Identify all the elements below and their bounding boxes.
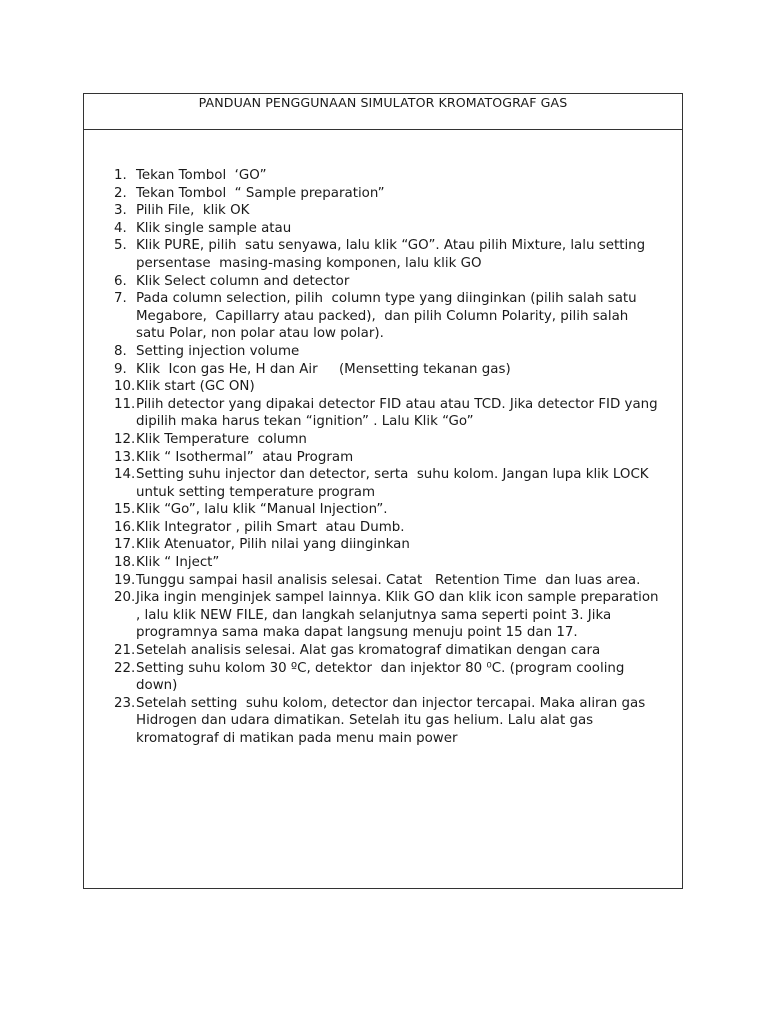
step-number: 19.: [114, 572, 136, 588]
step-number: 1.: [114, 168, 127, 183]
step-text-line: persentase masing-masing komponen, lalu klik GO: [136, 255, 482, 271]
step-number: 23.: [114, 695, 136, 711]
step-text-line: Pilih detector yang dipakai detector FID atau atau TCD. Jika detector FID yang: [136, 396, 658, 412]
step-item: [114, 361, 680, 379]
steps-list: [114, 167, 680, 748]
step-text-line: Tunggu sampai hasil analisis selesai. Catat Retention Time dan luas area.: [136, 572, 641, 588]
step-text-line: Klik PURE, pilih satu senyawa, lalu klik “GO”. Atau pilih Mixture, lalu setting: [136, 238, 646, 254]
step-item: [114, 536, 680, 554]
step-number: 21.: [114, 643, 136, 659]
step-item: [114, 273, 680, 291]
step-number: 8.: [114, 343, 127, 359]
step-text-line: Setting suhu kolom 30 ºC, detektor dan injektor 80 ⁰C. (program cooling: [136, 660, 625, 676]
step-item: [114, 695, 680, 748]
step-number: 6.: [114, 273, 127, 289]
step-item: [114, 466, 680, 501]
step-number: 15.: [114, 502, 136, 518]
step-item: [114, 519, 680, 537]
step-text-line: Jika ingin menginjek sampel lainnya. Klik GO dan klik icon sample preparation: [136, 590, 659, 606]
step-text-line: , lalu klik NEW FILE, dan langkah selanjutnya sama seperti point 3. Jika: [136, 607, 612, 623]
step-text-line: Setelah analisis selesai. Alat gas kromatograf dimatikan dengan cara: [136, 643, 601, 659]
step-item: [114, 378, 680, 396]
step-text-line: kromatograf di matikan pada menu main power: [136, 731, 458, 746]
step-text-line: Tekan Tombol “ Sample preparation”: [136, 185, 385, 201]
step-text-line: Klik Select column and detector: [136, 273, 350, 289]
step-item: [114, 185, 680, 203]
step-item: [114, 343, 680, 361]
step-item: [114, 572, 680, 590]
instruction-table: [83, 93, 683, 889]
step-text-line: Megabore, Capillarry atau packed), dan pilih Column Polarity, pilih salah: [136, 308, 629, 324]
step-number: 18.: [114, 555, 136, 571]
step-item: [114, 237, 680, 272]
step-number: 17.: [114, 537, 136, 553]
step-item: [114, 501, 680, 519]
step-item: [114, 290, 680, 343]
step-text-line: Pilih File, klik OK: [136, 203, 250, 219]
step-text-line: Pada column selection, pilih column type yang diinginkan (pilih salah satu: [136, 291, 637, 307]
step-item: [114, 554, 680, 572]
step-number: 4.: [114, 220, 127, 236]
step-item: [114, 220, 680, 238]
step-text-line: Setting suhu injector dan detector, serta suhu kolom. Jangan lupa klik LOCK: [136, 467, 649, 483]
step-text-line: Klik start (GC ON): [136, 379, 255, 395]
step-number: 16.: [114, 519, 136, 535]
step-text-line: programnya sama maka dapat langsung menuju point 15 dan 17.: [136, 625, 578, 641]
step-item: [114, 589, 680, 642]
step-number: 11.: [114, 396, 136, 412]
step-number: 13.: [114, 449, 136, 465]
step-text-line: satu Polar, non polar atau low polar).: [136, 326, 384, 342]
step-item: [114, 660, 680, 695]
step-text-line: Klik Integrator , pilih Smart atau Dumb.: [136, 519, 405, 535]
step-number: 10.: [114, 379, 136, 395]
step-item: [114, 642, 680, 660]
step-number: 20.: [114, 590, 136, 606]
step-text-line: down): [136, 678, 178, 694]
step-number: 7.: [114, 291, 127, 307]
step-number: 2.: [114, 185, 127, 201]
step-item: [114, 431, 680, 449]
step-text-line: Klik single sample atau: [136, 220, 292, 236]
step-number: 3.: [114, 203, 127, 219]
step-item: [114, 396, 680, 431]
step-text-line: Klik Temperature column: [136, 431, 307, 447]
document-title: PANDUAN PENGGUNAAN SIMULATOR KROMATOGRAF GAS: [84, 94, 682, 130]
step-text-line: Klik “Go”, lalu klik “Manual Injection”.: [136, 502, 388, 518]
step-item: [114, 167, 680, 185]
step-number: 14.: [114, 467, 136, 483]
step-number: 22.: [114, 660, 136, 676]
step-text-line: Setting injection volume: [136, 343, 300, 359]
step-text-line: Klik Icon gas He, H dan Air (Mensetting tekanan gas): [136, 361, 511, 377]
step-text-line: Klik “ Isothermal” atau Program: [136, 449, 354, 465]
step-text-line: Klik Atenuator, Pilih nilai yang diinginkan: [136, 537, 410, 553]
step-text-line: dipilih maka harus tekan “ignition” . Lalu Klik “Go”: [136, 414, 474, 430]
step-item: [114, 202, 680, 220]
step-number: 9.: [114, 361, 127, 377]
step-text-line: Tekan Tombol ‘GO”: [136, 168, 267, 183]
step-text-line: Klik “ Inject”: [136, 555, 220, 571]
step-text-line: Hidrogen dan udara dimatikan. Setelah itu gas helium. Lalu alat gas: [136, 713, 594, 729]
step-number: 5.: [114, 238, 127, 254]
step-text-line: Setelah setting suhu kolom, detector dan injector tercapai. Maka aliran gas: [136, 695, 646, 711]
step-item: [114, 449, 680, 467]
step-text-line: untuk setting temperature program: [136, 484, 375, 500]
step-number: 12.: [114, 431, 136, 447]
